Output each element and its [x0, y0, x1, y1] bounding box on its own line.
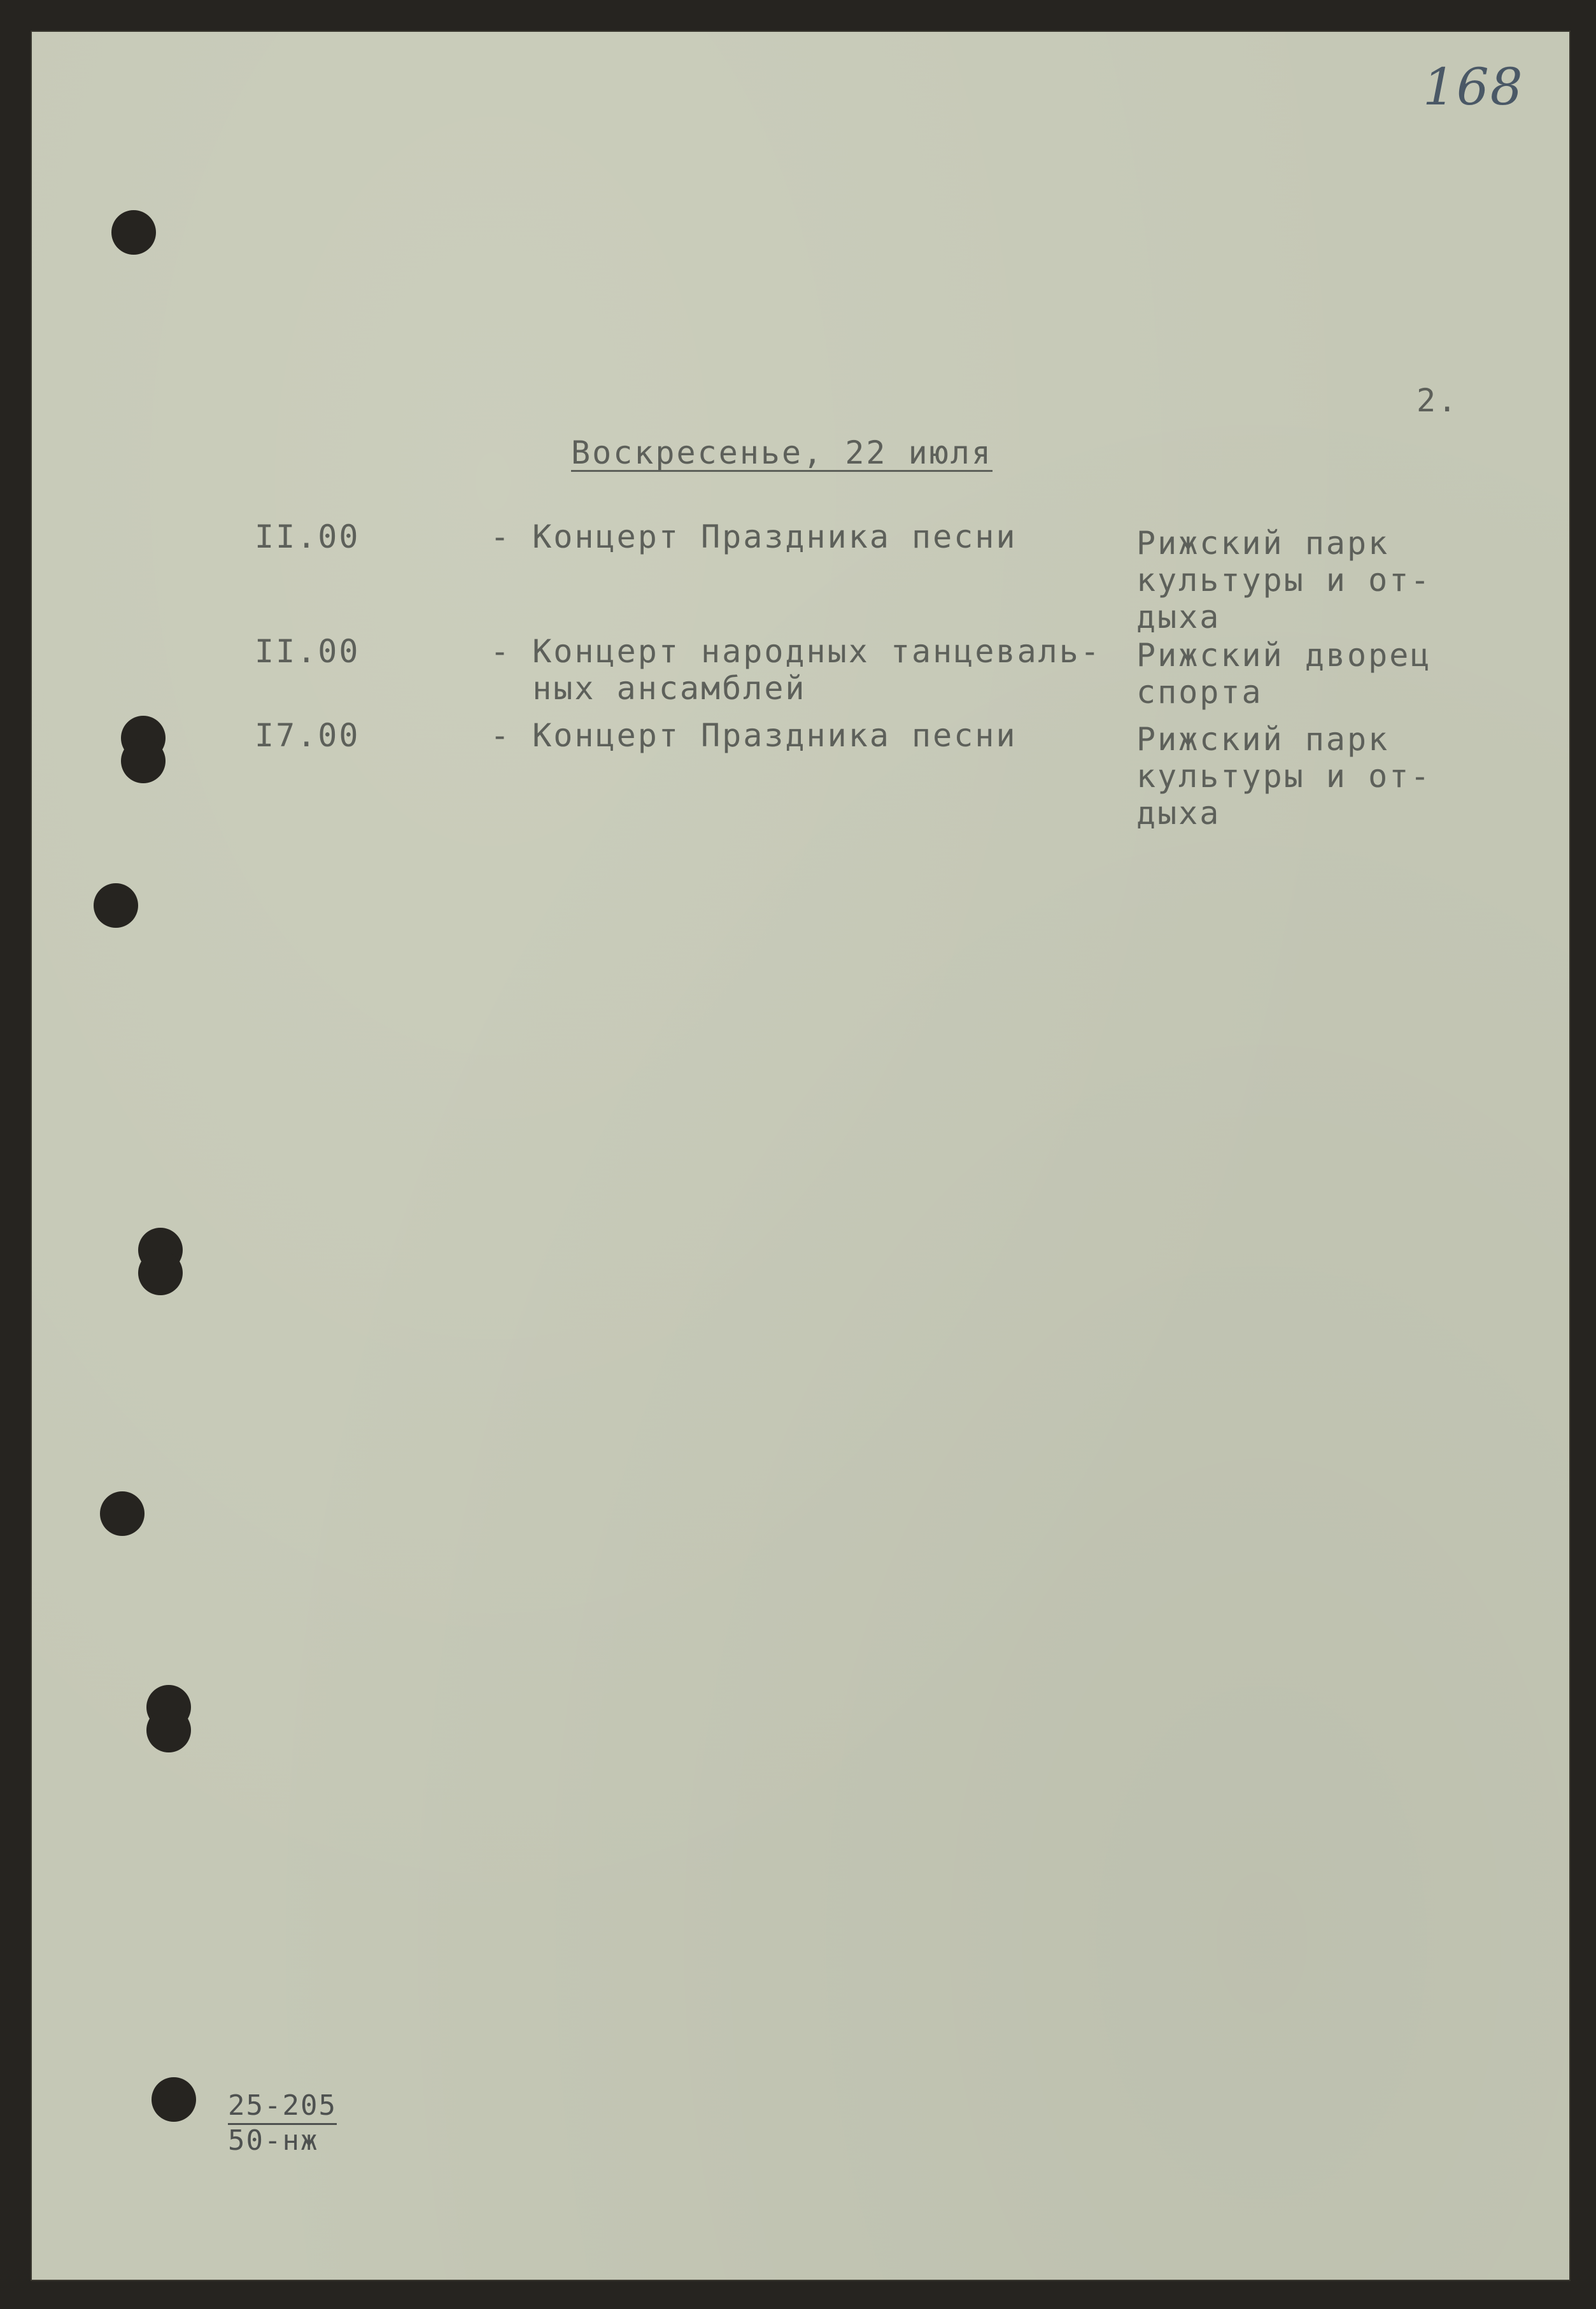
form-code — [228, 2090, 337, 2157]
event-time: II.00 — [255, 633, 360, 670]
archive-folio-number: 168 — [1423, 57, 1524, 117]
event-description: - Концерт Праздника песни — [490, 717, 1017, 754]
binder-hole — [111, 210, 156, 255]
binder-hole — [138, 1228, 183, 1272]
form-code-bottom: 50-нж — [228, 2124, 319, 2157]
event-location: Рижский дворец спорта — [1136, 637, 1432, 711]
binder-hole — [94, 883, 138, 928]
event-time: II.00 — [255, 518, 360, 555]
event-description: - Концерт Праздника песни — [490, 518, 1017, 555]
binder-hole — [100, 1491, 145, 1536]
binder-hole — [121, 716, 166, 760]
page-number: 2. — [1416, 382, 1459, 419]
binder-hole — [146, 1685, 191, 1730]
binder-hole — [152, 2077, 196, 2122]
event-location: Рижский парк культуры и от- дыха — [1136, 721, 1432, 832]
event-time: I7.00 — [255, 717, 360, 754]
form-code-top: 25-205 — [228, 2090, 337, 2125]
page-heading: Воскресенье, 22 июля — [571, 434, 993, 471]
document-page — [32, 32, 1569, 2280]
event-description: - Концерт народных танцеваль- ных ансамблей — [490, 633, 1101, 707]
event-location: Рижский парк культуры и от- дыха — [1136, 525, 1432, 636]
